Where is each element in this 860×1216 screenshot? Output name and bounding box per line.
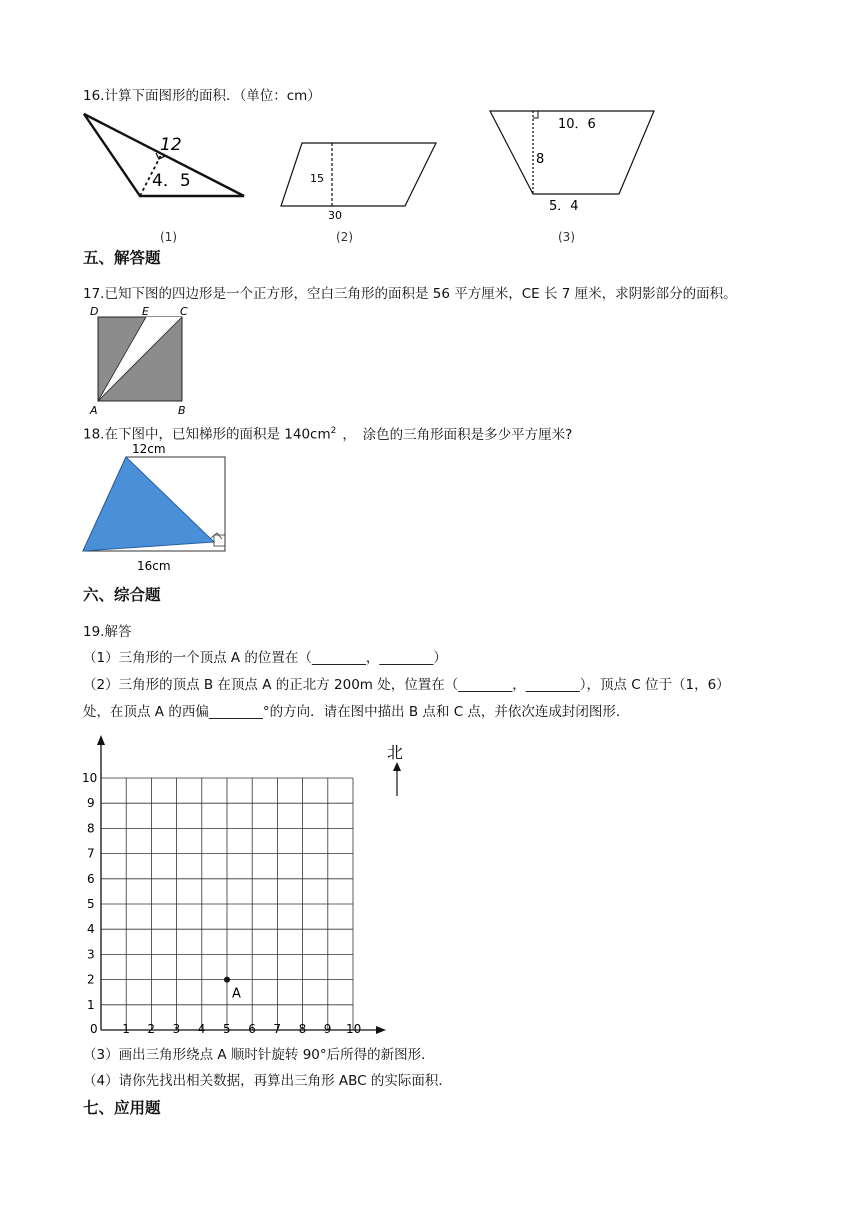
point-A-label: A bbox=[232, 986, 241, 1002]
y-tick-label: 1 bbox=[87, 997, 95, 1012]
q18-trapezoid-figure bbox=[80, 442, 230, 578]
x-tick-label: 8 bbox=[298, 1021, 307, 1036]
q19-part2-line1: （2）三角形的顶点 B 在顶点 A 的正北方 200m 处，位置在（________，________），顶点 C 位于（1，6） bbox=[83, 677, 730, 693]
fig2-height-label: 15 bbox=[310, 172, 324, 185]
x-tick-label: 0 bbox=[90, 1021, 98, 1036]
section-6-heading: 六、综合题 bbox=[83, 586, 161, 604]
y-tick-label: 2 bbox=[87, 972, 95, 987]
q16-text: 16.计算下面图形的面积．（单位：cm） bbox=[83, 88, 321, 104]
y-tick-label: 8 bbox=[87, 821, 95, 836]
fig3-top-label: 10．6 bbox=[558, 117, 596, 132]
y-tick-label: 4 bbox=[87, 922, 95, 937]
y-tick-label: 9 bbox=[87, 796, 95, 811]
q19-coordinate-grid bbox=[80, 733, 410, 1038]
q19-title: 19.解答 bbox=[83, 624, 132, 640]
q16-fig3-trapezoid bbox=[488, 108, 658, 245]
x-tick-label: 4 bbox=[197, 1021, 206, 1036]
x-tick-label: 5 bbox=[223, 1021, 231, 1036]
q18-text-a: 18.在下图中，已知梯形的面积是 140cm bbox=[83, 426, 331, 443]
y-tick-label: 5 bbox=[87, 897, 95, 911]
q19-part3: （3）画出三角形绕点 A 顺时针旋转 90°后所得的新图形． bbox=[83, 1047, 435, 1063]
y-tick-label: 7 bbox=[87, 846, 95, 861]
q18-sup: 2 bbox=[330, 426, 337, 436]
q18-bottom-label: 16cm bbox=[137, 559, 171, 573]
q19-part2-line2: 处，在顶点 A 的西偏________°的方向．请在图中描出 B 点和 C 点，并依次连成封闭图形． bbox=[83, 704, 630, 720]
x-tick-label: 1 bbox=[122, 1021, 130, 1036]
north-label: 北 bbox=[387, 743, 404, 762]
q18-top-label: 12cm bbox=[132, 442, 166, 456]
q17-label-E: E bbox=[142, 305, 149, 318]
q16-fig1-triangle bbox=[80, 110, 250, 245]
fig2-base-label: 30 bbox=[328, 209, 342, 222]
q16-fig2-parallelogram bbox=[278, 140, 440, 245]
q17-label-C: C bbox=[180, 305, 188, 318]
section-5-heading: 五、解答题 bbox=[83, 249, 161, 267]
fig2-caption: (2) bbox=[336, 230, 353, 244]
section-7-heading: 七、应用题 bbox=[83, 1099, 161, 1117]
q17-label-D: D bbox=[90, 305, 99, 318]
q18-text-b: ， 涂色的三角形面积是多少平方厘米? bbox=[342, 426, 573, 443]
fig1-height-label: 4．5 bbox=[152, 171, 191, 191]
y-tick-label: 6 bbox=[87, 871, 95, 886]
x-tick-label: 7 bbox=[273, 1021, 282, 1036]
q19-part4: （4）请你先找出相关数据，再算出三角形 ABC 的实际面积． bbox=[83, 1073, 452, 1089]
x-tick-label: 10 bbox=[346, 1021, 362, 1036]
fig3-height-label: 8 bbox=[536, 152, 545, 167]
y-tick-label: 10 bbox=[82, 771, 98, 785]
q18-text bbox=[83, 422, 572, 444]
point-A-dot bbox=[224, 977, 230, 983]
x-tick-label: 6 bbox=[248, 1021, 256, 1036]
fig1-side-label: 12 bbox=[160, 135, 182, 155]
fig1-caption: (1) bbox=[160, 230, 177, 244]
x-tick-label: 3 bbox=[172, 1021, 181, 1036]
q17-label-B: B bbox=[178, 404, 186, 417]
q17-text: 17.已知下图的四边形是一个正方形，空白三角形的面积是 56 平方厘米，CE 长 7 厘米，求阴影部分的面积。 bbox=[83, 286, 737, 302]
north-indicator bbox=[385, 740, 409, 798]
fig3-bottom-label: 5．4 bbox=[549, 199, 579, 214]
y-tick-label: 3 bbox=[87, 947, 95, 962]
q17-square-figure bbox=[88, 305, 198, 417]
fig3-caption: (3) bbox=[558, 230, 575, 244]
north-arrow-icon bbox=[393, 762, 401, 771]
x-tick-label: 2 bbox=[147, 1021, 156, 1036]
x-tick-label: 9 bbox=[323, 1021, 332, 1036]
q19-part1: （1）三角形的一个顶点 A 的位置在（________，________） bbox=[83, 650, 447, 666]
q17-label-A: A bbox=[90, 404, 98, 417]
